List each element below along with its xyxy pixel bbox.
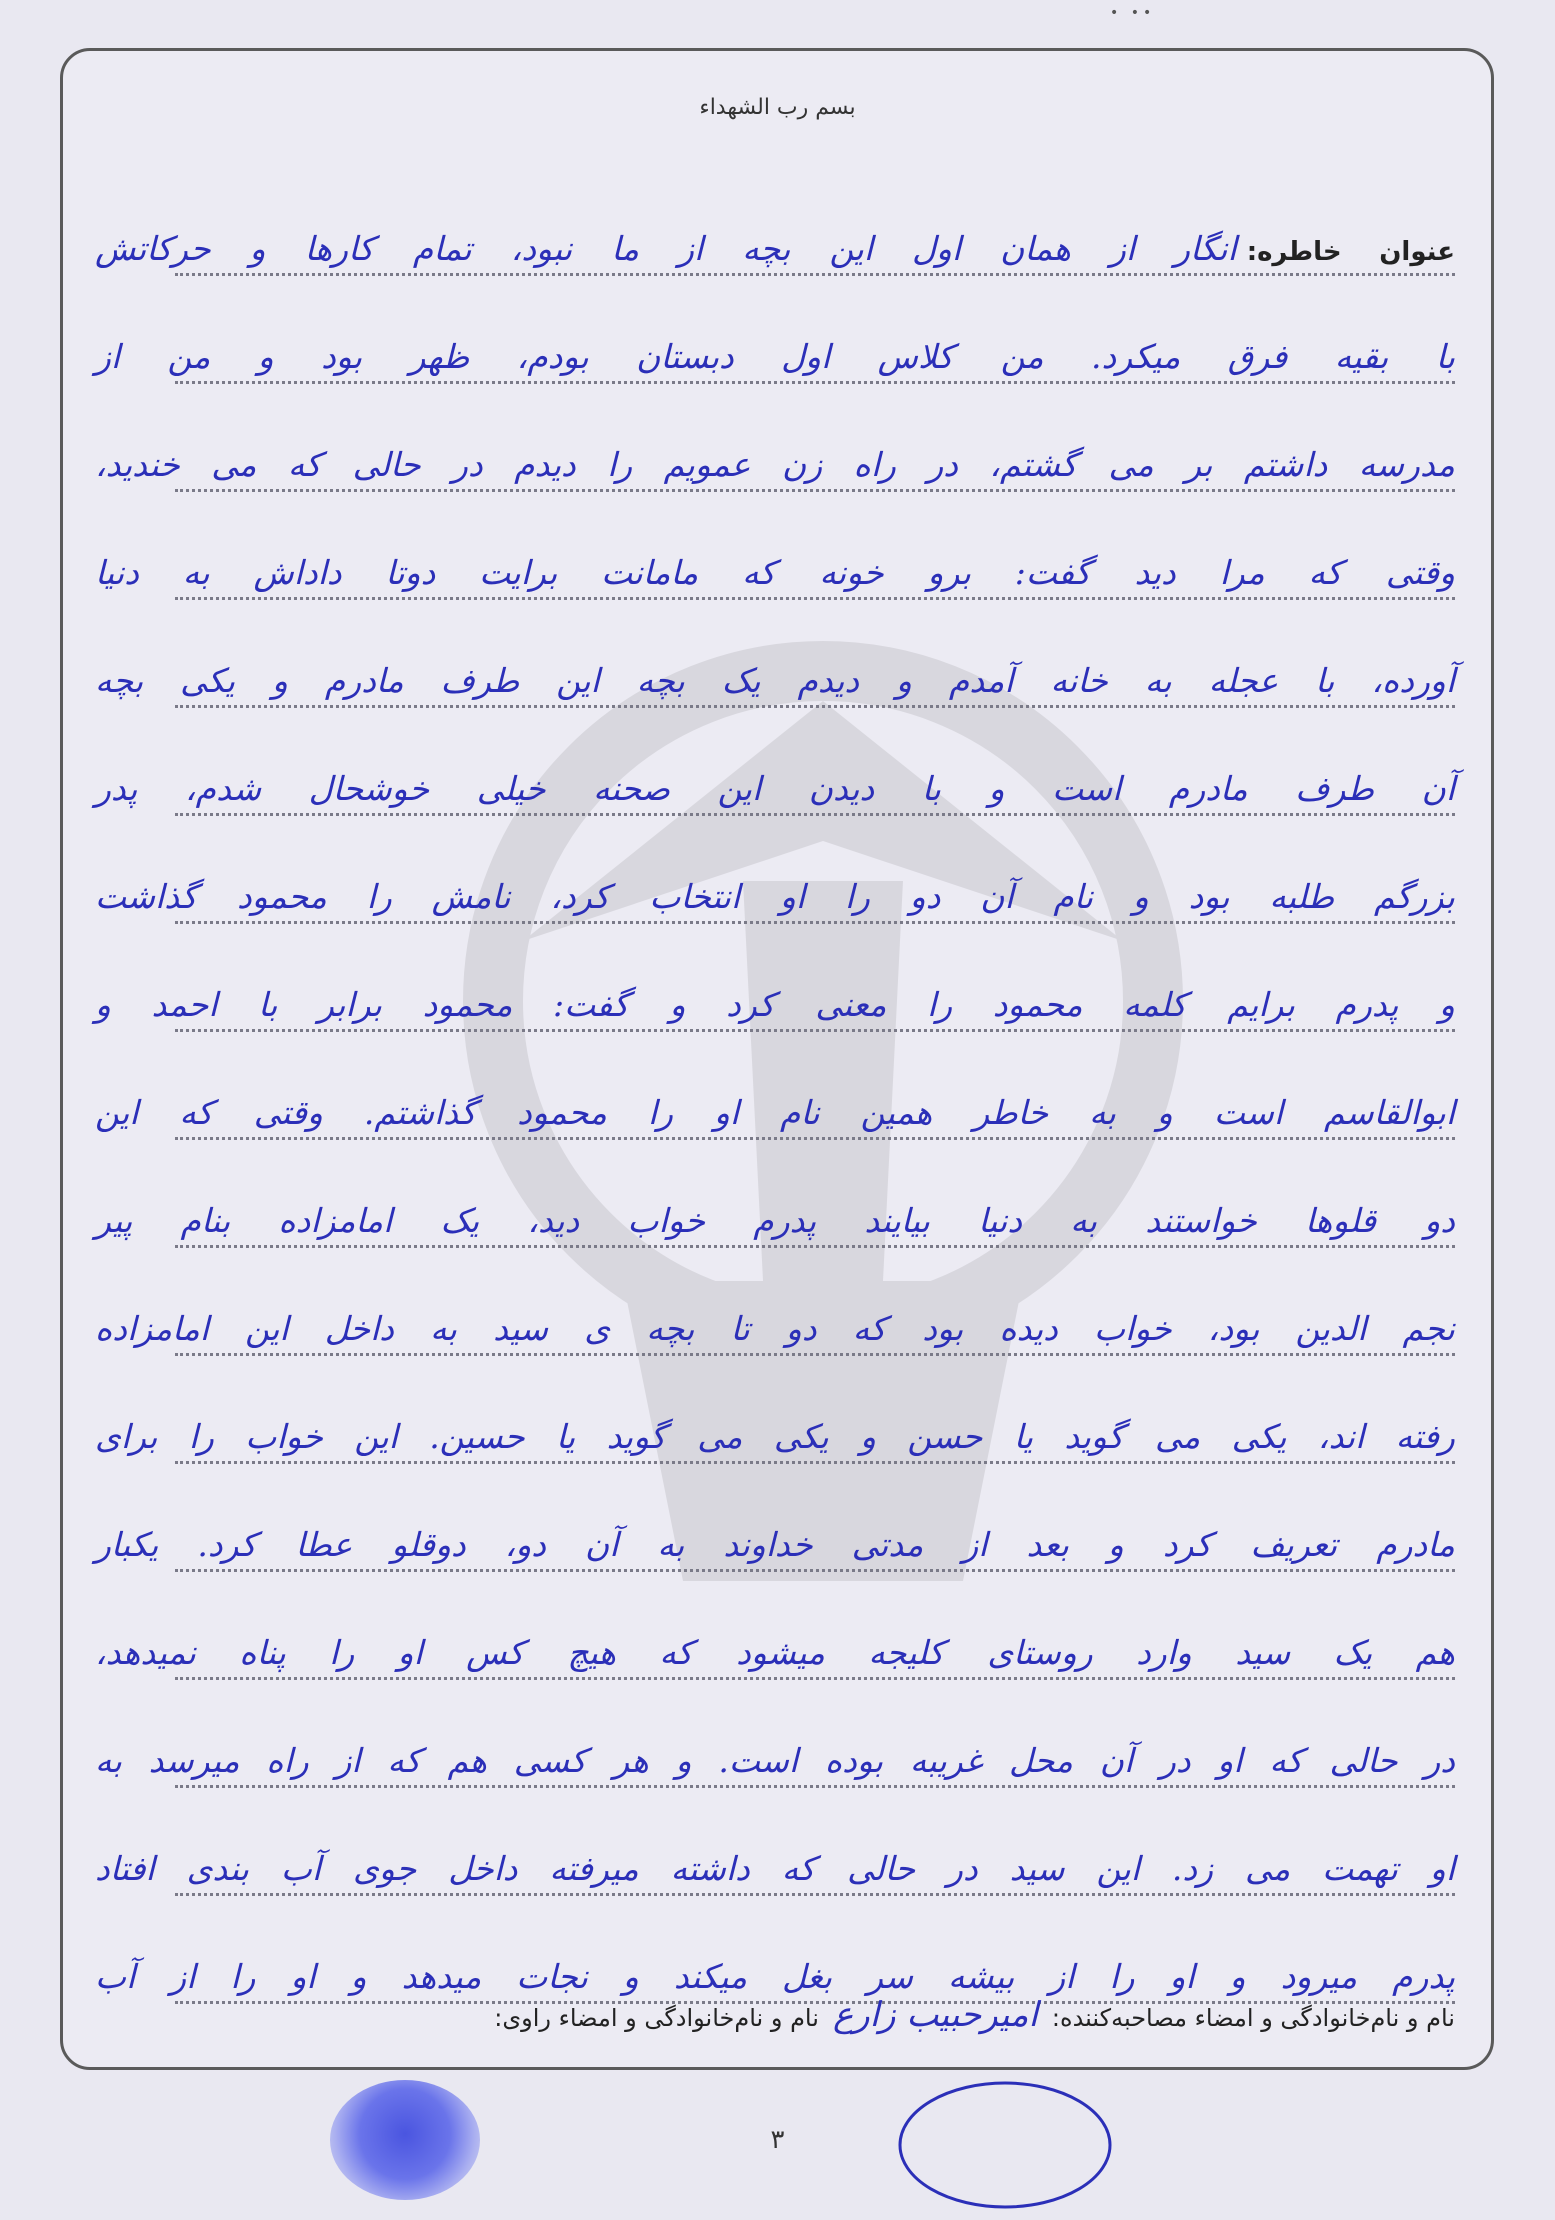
narrator-label: نام و نام‌خانوادگی و امضاء راوی: bbox=[494, 2004, 819, 2032]
memoir-line bbox=[95, 1162, 1455, 1270]
memoir-line-text: دو قلوها خواستند به دنیا بیایند پدرم خواب دید، یک امامزاده بنام پیر bbox=[95, 1201, 1455, 1240]
dotted-rule bbox=[175, 489, 1455, 492]
memoir-line-text: پدرم میرود و او را از بیشه سر بغل میکند و نجات میدهد و او را از آب bbox=[95, 1957, 1455, 1996]
dotted-rule bbox=[175, 1569, 1455, 1572]
dotted-rule bbox=[175, 1785, 1455, 1788]
dotted-rule bbox=[175, 1137, 1455, 1140]
memoir-line-text: انگار از همان اول این بچه از ما نبود، تمام کارها و حرکاتش bbox=[95, 229, 1237, 268]
memoir-line bbox=[95, 406, 1455, 514]
memoir-line-text: آن طرف مادرم است و با دیدن این صحنه خیلی خوشحال شدم، پدر bbox=[95, 769, 1455, 808]
memoir-lines bbox=[95, 190, 1455, 2026]
memoir-line bbox=[95, 1270, 1455, 1378]
memoir-title-label: عنوان خاطره: bbox=[1246, 237, 1455, 267]
signature-row bbox=[95, 1995, 1455, 2035]
memoir-line bbox=[95, 1378, 1455, 1486]
interviewer-signature: امیرحبیب زارع bbox=[832, 1995, 1038, 2035]
memoir-line bbox=[95, 622, 1455, 730]
memoir-line-text: او تهمت می زد. این سید در حالی که داشته میرفته داخل جوی آب بندی افتاد bbox=[95, 1849, 1455, 1888]
page-heading: بسم رب الشهداء bbox=[699, 95, 856, 120]
memoir-line bbox=[95, 838, 1455, 946]
dotted-rule bbox=[175, 1029, 1455, 1032]
dotted-rule bbox=[175, 273, 1455, 276]
memoir-line-text: هم یک سید وارد روستای کلیجه میشود که هیچ کس او را پناه نمیدهد، bbox=[95, 1633, 1455, 1672]
dotted-rule bbox=[175, 1353, 1455, 1356]
dotted-rule bbox=[175, 813, 1455, 816]
scan-marks: • •• bbox=[1110, 5, 1156, 21]
memoir-line bbox=[95, 1486, 1455, 1594]
dotted-rule bbox=[175, 381, 1455, 384]
memoir-line bbox=[95, 298, 1455, 406]
memoir-line bbox=[95, 514, 1455, 622]
memoir-line bbox=[95, 1702, 1455, 1810]
memoir-line-text: رفته اند، یکی می گوید یا حسن و یکی می گوید یا حسین. این خواب را برای bbox=[95, 1417, 1455, 1456]
memoir-line bbox=[95, 1594, 1455, 1702]
memoir-line bbox=[95, 1810, 1455, 1918]
memoir-line-text: آورده، با عجله به خانه آمدم و دیدم یک بچه این طرف مادرم و یکی بچه bbox=[95, 661, 1455, 700]
dotted-rule bbox=[175, 1893, 1455, 1896]
handwritten-text bbox=[95, 229, 1455, 268]
memoir-line bbox=[95, 1054, 1455, 1162]
memoir-line-text: بزرگم طلبه بود و نام آن دو را او انتخاب کرد، نامش را محمود گذاشت bbox=[95, 877, 1455, 916]
memoir-line-text: ابوالقاسم است و به خاطر همین نام او را محمود گذاشتم. وقتی که این bbox=[95, 1093, 1455, 1132]
memoir-line-text: وقتی که مرا دید گفت: برو خونه که مامانت برایت دوتا داداش به دنیا bbox=[95, 553, 1455, 592]
memoir-line-text: و پدرم برایم کلمه محمود را معنی کرد و گفت: محمود برابر با احمد و bbox=[95, 985, 1455, 1024]
dotted-rule bbox=[175, 1461, 1455, 1464]
page-number: ۳ bbox=[770, 2125, 785, 2155]
memoir-line-text: در حالی که او در آن محل غریبه بوده است. و هر کسی هم که از راه میرسد به bbox=[95, 1741, 1455, 1780]
interviewer-label: نام و نام‌خانوادگی و امضاء مصاحبه‌کننده: bbox=[1051, 2004, 1455, 2032]
dotted-rule bbox=[175, 921, 1455, 924]
dotted-rule bbox=[175, 1245, 1455, 1248]
memoir-line bbox=[95, 190, 1455, 298]
dotted-rule bbox=[175, 597, 1455, 600]
dotted-rule bbox=[175, 705, 1455, 708]
memoir-line bbox=[95, 946, 1455, 1054]
dotted-rule bbox=[175, 1677, 1455, 1680]
memoir-line-text: نجم الدین بود، خواب دیده بود که دو تا بچه ی سید به داخل این امامزاده bbox=[95, 1309, 1455, 1348]
memoir-line-text: با بقیه فرق میکرد. من کلاس اول دبستان بودم، ظهر بود و من از bbox=[95, 337, 1455, 376]
memoir-line-text: مدرسه داشتم بر می گشتم، در راه زن عمویم را دیدم در حالی که می خندید، bbox=[95, 445, 1455, 484]
memoir-line-text: مادرم تعریف کرد و بعد از مدتی خداوند به آن دو، دوقلو عطا کرد. یکبار bbox=[95, 1525, 1455, 1564]
memoir-line bbox=[95, 730, 1455, 838]
